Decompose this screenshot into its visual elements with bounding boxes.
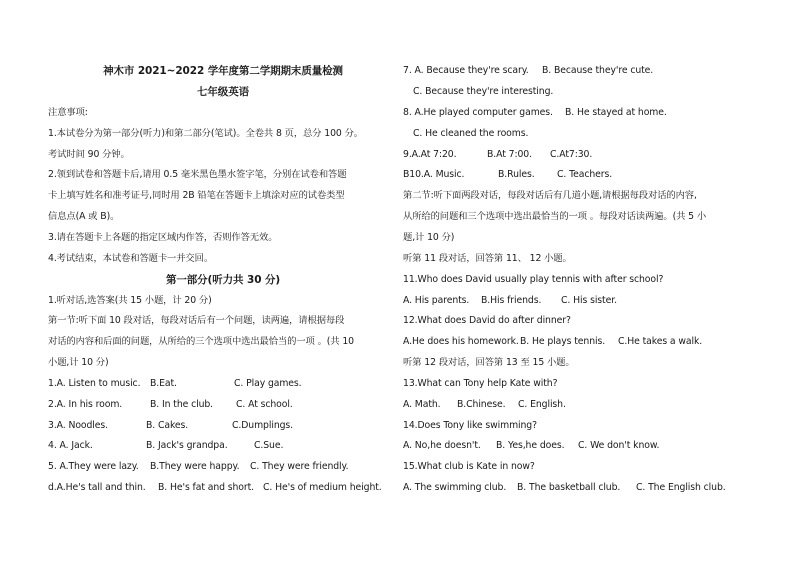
option-c: C. English. — [518, 399, 566, 410]
option-b: B.His friends. — [481, 295, 542, 306]
section2-desc: 第二节:听下面两段对话，每段对话后有几道小题,请根据每段对话的内容, — [403, 190, 697, 201]
option-a: 8. A.He played computer games. — [403, 107, 553, 118]
question-row — [48, 461, 348, 473]
question-row — [403, 169, 612, 181]
option-a: 2.A. In his room. — [48, 399, 123, 410]
option-b: B. Cakes. — [146, 420, 189, 431]
notice-line: 卡上填写姓名和准考证号,同时用 2B 铅笔在答题卡上填涂对应的试卷类型 — [48, 190, 345, 201]
option-c: C. He's of medium height. — [263, 482, 382, 493]
question-text: 13.What can Tony help Kate with? — [403, 378, 558, 389]
section1-desc: 小题,计 10 分) — [48, 357, 109, 368]
question-row — [403, 107, 667, 119]
exam-subtitle: 七年级英语 — [197, 86, 249, 98]
option-c: C. He cleaned the rooms. — [413, 128, 529, 139]
option-a: A. The swimming club. — [403, 482, 507, 493]
option-c: C.At7:30. — [550, 149, 593, 160]
option-c: C.Sue. — [254, 440, 284, 451]
question-row — [48, 440, 283, 452]
notice-line: 3.请在答题卡上各题的指定区域内作答，否则作答无效。 — [48, 232, 278, 243]
notice-line: 2.领到试卷和答题卡后,请用 0.5 毫米黑色墨水签字笔，分别在试卷和答题 — [48, 169, 347, 180]
question-row — [403, 336, 702, 348]
option-b: B. He's fat and short. — [158, 482, 255, 493]
question-row — [403, 65, 653, 77]
option-c: C. Because they're interesting. — [413, 86, 554, 97]
option-a: 1.A. Listen to music. — [48, 378, 141, 389]
option-a: 4. A. Jack. — [48, 440, 93, 451]
section1-desc: 第一节:听下面 10 段对话，每段对话后有一个问题，读两遍，请根据每段 — [48, 315, 345, 326]
option-c: C. Teachers. — [557, 169, 613, 180]
option-a: A. No,he doesn't. — [403, 440, 481, 451]
option-a: 3.A. Noodles. — [48, 420, 109, 431]
option-c: C. His sister. — [561, 295, 617, 306]
option-a: A. Math. — [403, 399, 441, 410]
dialog-heading: 听第 12 段对话，回答第 13 至 15 小题。 — [403, 357, 575, 368]
question-row — [48, 399, 293, 411]
option-c: C.Dumplings. — [232, 420, 294, 431]
question-row — [48, 482, 382, 494]
question-row — [403, 399, 566, 411]
option-a: 7. A. Because they're scary. — [403, 65, 529, 76]
option-b: B. Yes,he does. — [496, 440, 565, 451]
option-c: C.He takes a walk. — [618, 336, 703, 347]
notice-line: 4.考试结束，本试卷和答题卡一并交回。 — [48, 253, 214, 264]
option-b: B. Because they're cute. — [542, 65, 654, 76]
option-c: C. At school. — [236, 399, 293, 410]
option-c: C. They were friendly. — [250, 461, 349, 472]
section1-heading: 1.听对话,选答案(共 15 小题，计 20 分) — [48, 295, 212, 306]
option-a: 5. A.They were lazy. — [48, 461, 139, 472]
notice-line: 考试时间 90 分钟。 — [48, 149, 130, 160]
question-row — [403, 482, 726, 494]
dialog-heading: 听第 11 段对话，回答第 11、 12 小题。 — [403, 253, 572, 264]
section2-desc: 题,计 10 分) — [403, 232, 455, 243]
option-b: B. Jack's grandpa. — [146, 440, 228, 451]
option-a: B10.A. Music. — [403, 169, 465, 180]
option-b: B.Rules. — [498, 169, 535, 180]
option-c: C. We don't know. — [578, 440, 660, 451]
option-b: B.At 7:00. — [487, 149, 532, 160]
question-row — [403, 149, 592, 161]
section1-desc: 对话的内容和后面的问题，从所给的三个选项中选出最恰当的一项 。(共 10 — [48, 336, 354, 347]
notice-heading: 注意事项: — [48, 107, 88, 118]
question-text: 11.Who does David usually play tennis with after school? — [403, 274, 664, 285]
notice-line: 信息点(A 或 B)。 — [48, 211, 120, 222]
question-row — [403, 295, 617, 307]
notice-line: 1.本试卷分为第一部分(听力)和第二部分(笔试)。全卷共 8 页，总分 100 分。 — [48, 128, 363, 139]
option-c: C. Play games. — [234, 378, 302, 389]
option-a: A. His parents. — [403, 295, 470, 306]
part1-title: 第一部分(听力共 30 分) — [165, 274, 281, 286]
question-text: 12.What does David do after dinner? — [403, 315, 571, 326]
option-b: B.They were happy. — [150, 461, 240, 472]
option-b: B.Eat. — [150, 378, 177, 389]
option-b: B. He stayed at home. — [565, 107, 667, 118]
section2-desc: 从所给的问题和三个选项中选出最恰当的一项 。每段对话读两遍。(共 5 小 — [403, 211, 707, 222]
option-b: B. The basketball club. — [517, 482, 621, 493]
question-row — [403, 440, 659, 452]
option-a: 9.A.At 7:20. — [403, 149, 457, 160]
option-a: A.He does his homework. — [403, 336, 519, 347]
question-row — [48, 420, 293, 432]
exam-title: 神木市 2021~2022 学年度第二学期期末质量检测 — [103, 65, 343, 77]
option-b: B. He plays tennis. — [520, 336, 606, 347]
option-c: C. The English club. — [636, 482, 726, 493]
option-b: B.Chinese. — [457, 399, 506, 410]
option-a: d.A.He's tall and thin. — [48, 482, 146, 493]
question-text: 14.Does Tony like swimming? — [403, 420, 537, 431]
question-row — [48, 378, 302, 390]
option-b: B. In the club. — [150, 399, 214, 410]
question-text: 15.What club is Kate in now? — [403, 461, 535, 472]
